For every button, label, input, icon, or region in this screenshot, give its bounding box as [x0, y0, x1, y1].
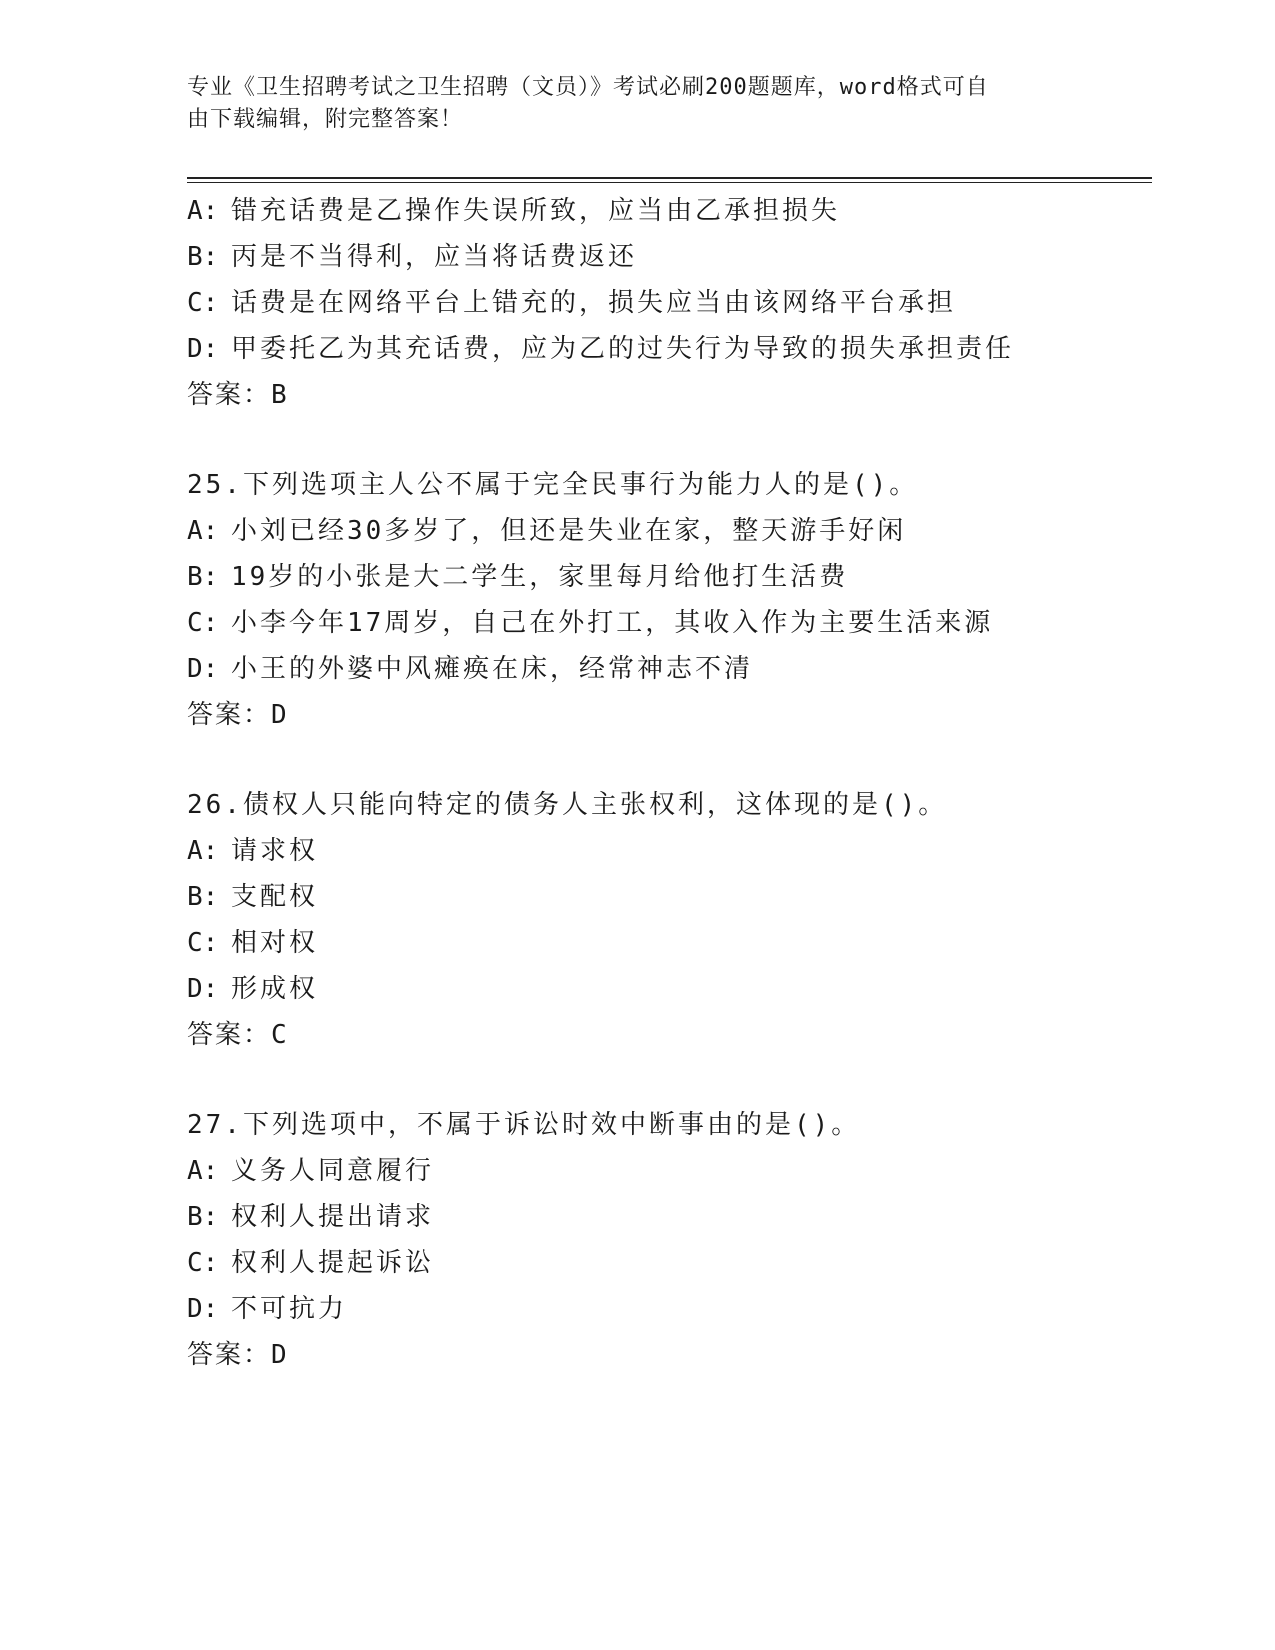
option-letter: D:: [187, 654, 219, 684]
question-block-partial: [187, 188, 1152, 418]
option-b: [187, 234, 1152, 280]
option-letter: D:: [187, 974, 219, 1004]
option-letter: B:: [187, 562, 219, 592]
option-letter: C:: [187, 928, 219, 958]
option-text: 小李今年17周岁，自己在外打工，其收入作为主要生活来源: [231, 608, 994, 638]
option-text: 丙是不当得利，应当将话费返还: [231, 242, 638, 272]
question-stem: 27.下列选项中，不属于诉讼时效中断事由的是()。: [187, 1110, 861, 1140]
option-b: [187, 554, 1152, 600]
header-line-1: 专业《卫生招聘考试之卫生招聘（文员）》考试必刷200题题库，word格式可自: [187, 75, 989, 100]
answer-label: 答案：: [187, 1020, 272, 1050]
option-text: 形成权: [231, 974, 319, 1004]
option-text: 支配权: [231, 882, 319, 912]
header-divider-thin: [187, 182, 1152, 183]
option-letter: A:: [187, 196, 219, 226]
document-header: [187, 72, 1077, 136]
question-block-26: [187, 782, 1152, 1058]
option-text: 权利人提出请求: [231, 1202, 435, 1232]
question-stem: 26.债权人只能向特定的债务人主张权利，这体现的是()。: [187, 790, 948, 820]
option-letter: A:: [187, 516, 219, 546]
option-b: [187, 874, 1152, 920]
option-letter: D:: [187, 1294, 219, 1324]
option-text: 不可抗力: [231, 1294, 348, 1324]
option-c: [187, 600, 1152, 646]
answer-label: 答案：: [187, 700, 272, 730]
option-d: [187, 326, 1152, 372]
answer-label: 答案：: [187, 1340, 272, 1370]
option-letter: A:: [187, 836, 219, 866]
answer-value: D: [271, 1340, 289, 1370]
option-c: [187, 280, 1152, 326]
option-text: 权利人提起诉讼: [231, 1248, 435, 1278]
question-block-27: [187, 1102, 1152, 1378]
option-letter: B:: [187, 242, 219, 272]
option-letter: C:: [187, 288, 219, 318]
header-line-2: 由下载编辑，附完整答案！: [187, 107, 464, 132]
option-letter: D:: [187, 334, 219, 364]
option-text: 19岁的小张是大二学生，家里每月给他打生活费: [231, 562, 849, 592]
option-a: [187, 188, 1152, 234]
option-text: 小王的外婆中风瘫痪在床，经常神志不清: [231, 654, 754, 684]
option-text: 甲委托乙为其充话费，应为乙的过失行为导致的损失承担责任: [231, 334, 1015, 364]
option-a: [187, 1148, 1152, 1194]
option-letter: C:: [187, 1248, 219, 1278]
option-a: [187, 828, 1152, 874]
option-letter: A:: [187, 1156, 219, 1186]
option-c: [187, 920, 1152, 966]
answer-label: 答案：: [187, 380, 272, 410]
option-c: [187, 1240, 1152, 1286]
answer-value: C: [271, 1020, 289, 1050]
option-letter: B:: [187, 882, 219, 912]
answer-line: [187, 372, 1152, 418]
answer-value: D: [271, 700, 289, 730]
answer-line: [187, 692, 1152, 738]
question-stem: 25.下列选项主人公不属于完全民事行为能力人的是()。: [187, 470, 919, 500]
option-text: 请求权: [231, 836, 319, 866]
header-divider-thick: [187, 177, 1152, 179]
answer-value: B: [271, 380, 289, 410]
option-text: 话费是在网络平台上错充的，损失应当由该网络平台承担: [231, 288, 957, 318]
answer-line: [187, 1012, 1152, 1058]
option-text: 小刘已经30多岁了，但还是失业在家，整天游手好闲: [231, 516, 907, 546]
option-text: 义务人同意履行: [231, 1156, 435, 1186]
option-letter: B:: [187, 1202, 219, 1232]
option-d: [187, 646, 1152, 692]
answer-line: [187, 1332, 1152, 1378]
question-content: [187, 188, 1152, 1378]
option-b: [187, 1194, 1152, 1240]
option-letter: C:: [187, 608, 219, 638]
option-text: 相对权: [231, 928, 319, 958]
option-text: 错充话费是乙操作失误所致，应当由乙承担损失: [231, 196, 841, 226]
option-d: [187, 1286, 1152, 1332]
option-a: [187, 508, 1152, 554]
option-d: [187, 966, 1152, 1012]
question-block-25: [187, 462, 1152, 738]
